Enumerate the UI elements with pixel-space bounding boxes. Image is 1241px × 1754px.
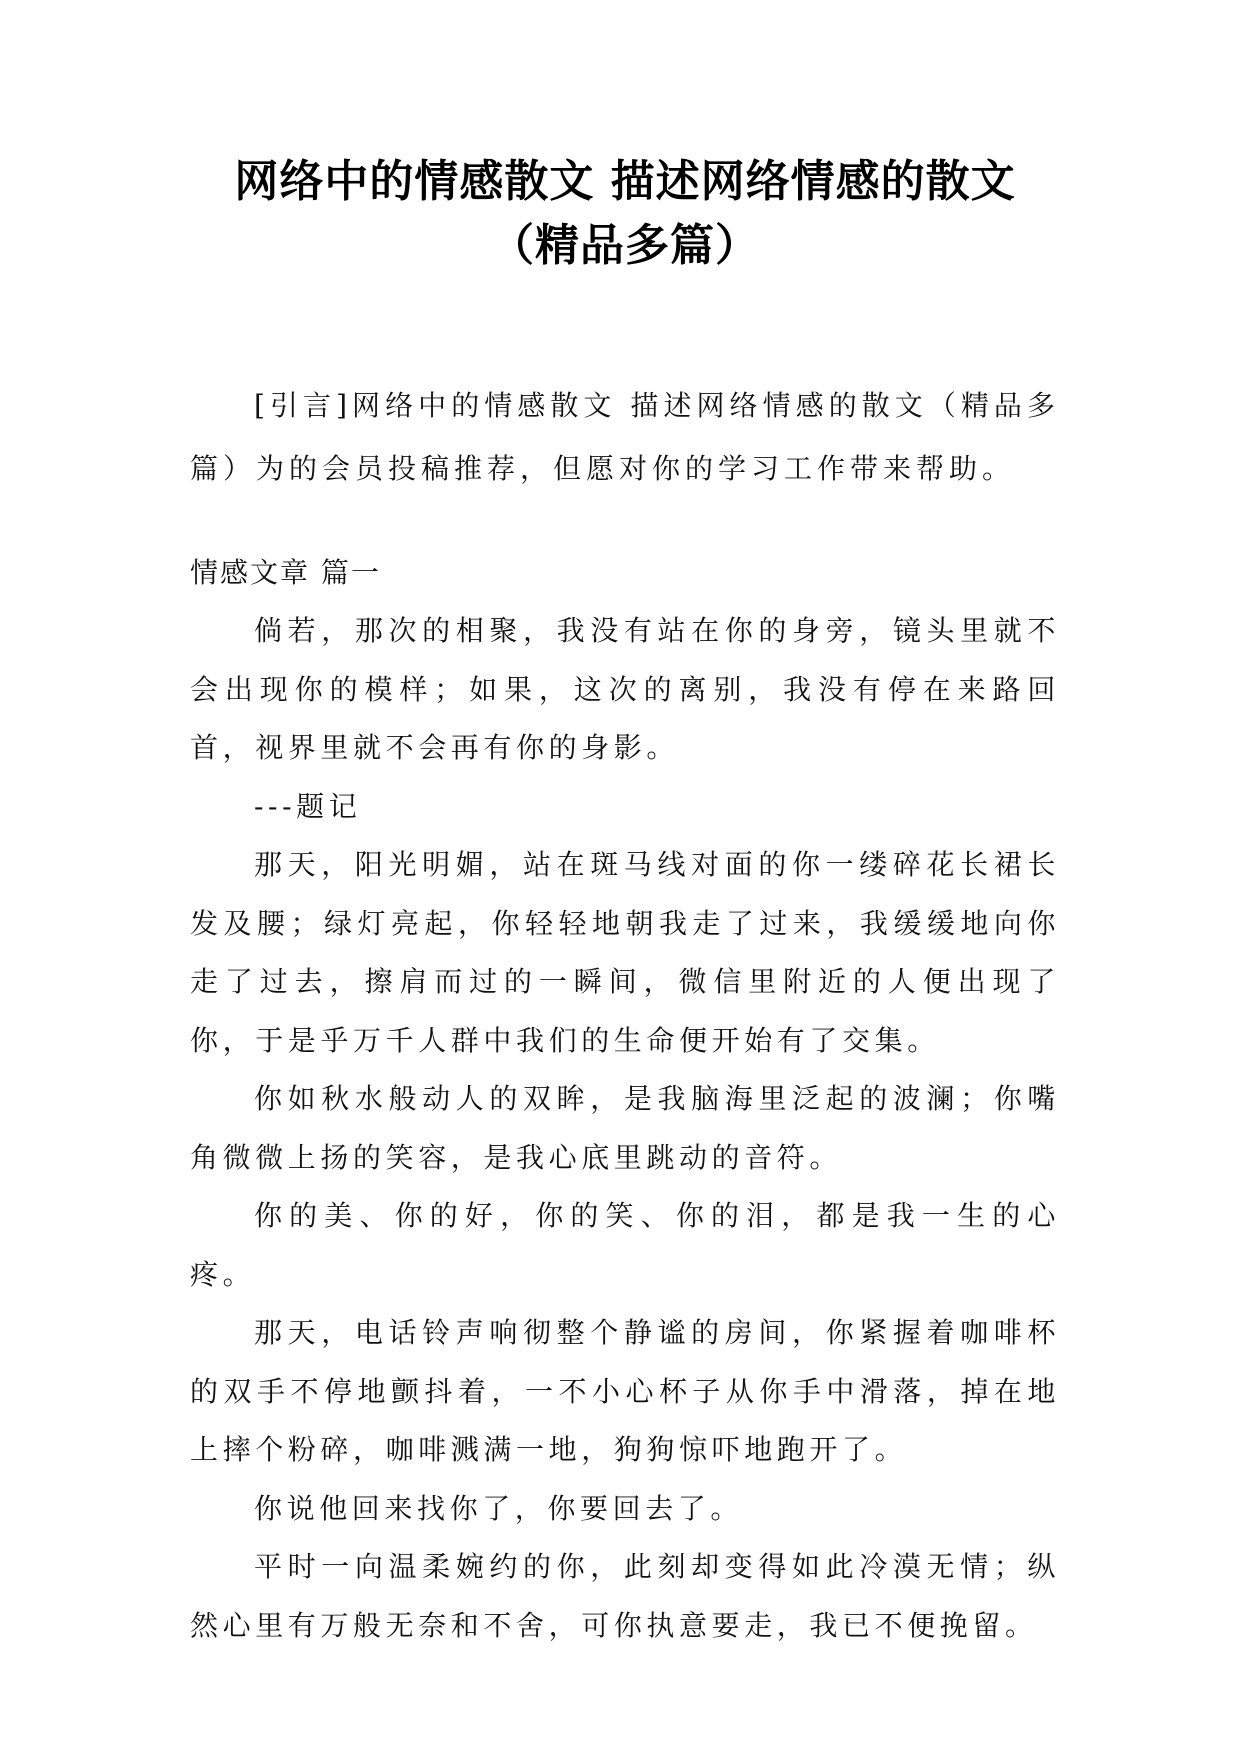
body-paragraph: 平时一向温柔婉约的你，此刻却变得如此冷漠无情；纵然心里有万般无奈和不舍，可你执意要走，我已不便挽留。 <box>190 1550 1060 1642</box>
body-paragraph: 那天，阳光明媚，站在斑马线对面的你一缕碎花长裙长发及腰；绿灯亮起，你轻轻地朝我走了过来，我缓缓地向你走了过去，擦肩而过的一瞬间，微信里附近的人便出现了你，于是乎万千人群中我们的生命便开始有了交集。 <box>190 848 1060 1057</box>
document-page <box>190 150 1060 1655</box>
document-title: 网络中的情感散文 描述网络情感的散文（精品多篇） <box>234 156 1016 271</box>
body-paragraph: 倘若，那次的相聚，我没有站在你的身旁，镜头里就不会出现你的模样；如果，这次的离别，我没有停在来路回首，视界里就不会再有你的身影。 <box>190 614 1060 764</box>
article-body <box>190 602 1060 1655</box>
body-paragraph: 你说他回来找你了，你要回去了。 <box>254 1491 744 1525</box>
epigraph-label: ---题记 <box>254 789 362 823</box>
body-paragraph: 那天，电话铃声响彻整个静谧的房间，你紧握着咖啡杯的双手不停地颤抖着，一不小心杯子从你手中滑落，掉在地上摔个粉碎，咖啡溅满一地，狗狗惊吓地跑开了。 <box>190 1316 1060 1466</box>
section-heading: 情感文章 篇一 <box>190 556 381 589</box>
body-paragraph: 你的美、你的好，你的笑、你的泪，都是我一生的心疼。 <box>190 1199 1060 1291</box>
body-paragraph: 你如秋水般动人的双眸，是我脑海里泛起的波澜；你嘴角微微上扬的笑容，是我心底里跳动的音符。 <box>190 1082 1060 1174</box>
intro-paragraph: [引言]网络中的情感散文 描述网络情感的散文（精品多篇）为的会员投稿推荐，但愿对你的学习工作带来帮助。 <box>190 389 1060 485</box>
